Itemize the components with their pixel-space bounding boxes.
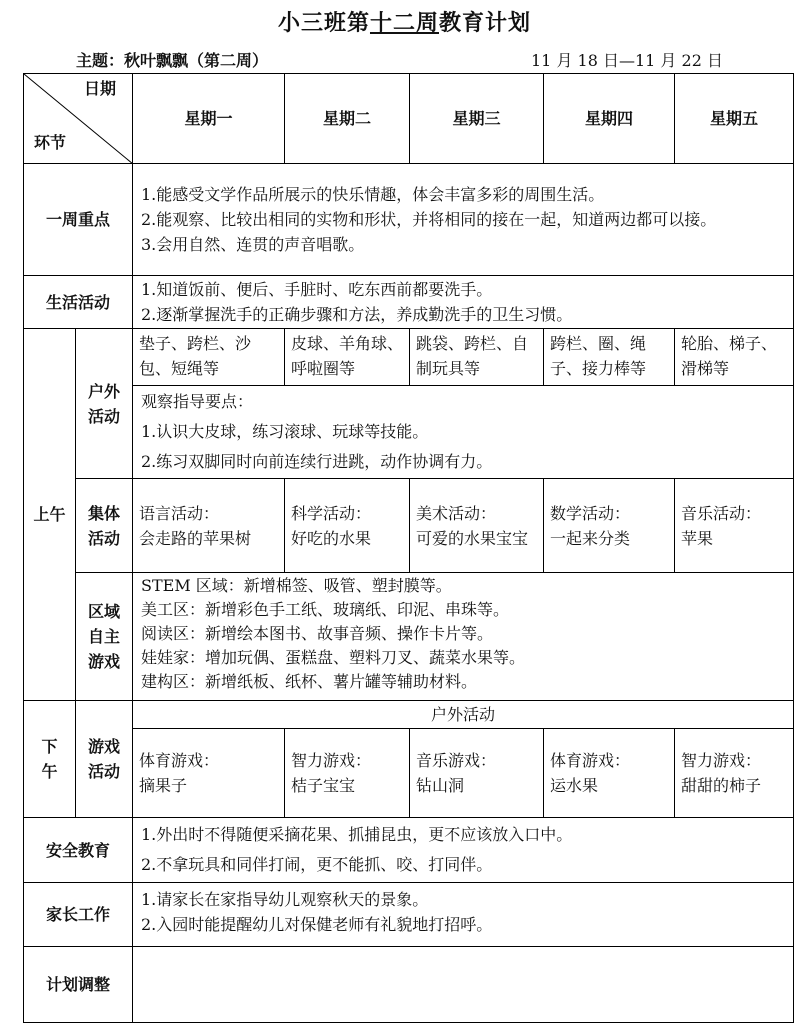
life-activity-content (133, 276, 794, 329)
corner-header-cell (24, 74, 133, 164)
group-activity-text: 集体活动 (87, 503, 120, 548)
outdoor-activity-label (76, 329, 133, 479)
weekly-focus-line: 3.会用自然、连贯的声音唱歌。 (141, 235, 365, 254)
outdoor-guide-line: 1.认识大皮球，练习滚球、玩球等技能。 (141, 422, 429, 441)
group-item-tue (285, 479, 410, 573)
weekly-focus-content (133, 164, 794, 276)
group-subject: 数学活动： (550, 503, 631, 523)
game-activity-label (76, 701, 133, 818)
outdoor-guide-content (133, 386, 794, 479)
game-name: 甜甜的柿子 (681, 776, 762, 795)
afternoon-label (24, 701, 76, 818)
group-activity-label (76, 479, 133, 573)
life-activity-line: 1.知道饭前、便后、手脏时、吃东西前都要洗手。 (141, 280, 493, 299)
group-item-thu (544, 479, 675, 573)
group-item-mon (133, 479, 285, 573)
plan-adjust-content (133, 947, 794, 1023)
title-prefix: 小三班第 (277, 10, 370, 36)
afternoon-banner: 户外活动 (133, 701, 794, 729)
day-header-fri: 星期五 (675, 74, 794, 164)
area-game-line: 建构区：新增纸板、纸杯、薯片罐等辅助材料。 (141, 672, 478, 691)
title-suffix: 教育计划 (439, 10, 532, 36)
group-subject: 音乐活动： (681, 503, 762, 523)
game-type: 体育游戏： (550, 751, 631, 770)
safety-line: 2.不拿玩具和同伴打闹，更不能抓、咬、打同伴。 (141, 855, 493, 874)
day-header-tue: 星期二 (285, 74, 410, 164)
weekly-focus-label: 一周重点 (24, 164, 133, 276)
parents-work-content (133, 883, 794, 947)
game-item-thu (544, 729, 675, 818)
date-range: 11 月 18 日—11 月 22 日 (531, 51, 723, 70)
safety-line: 1.外出时不得随便采摘花果、抓捕昆虫，更不应该放入口中。 (141, 825, 573, 844)
outdoor-item-fri: 轮胎、梯子、滑梯等 (675, 329, 794, 386)
game-name: 钻山洞 (416, 776, 465, 795)
segment-header: 环节 (34, 133, 67, 152)
game-type: 智力游戏： (681, 751, 762, 770)
life-activity-label: 生活活动 (24, 276, 133, 329)
area-game-line: 美工区：新增彩色手工纸、玻璃纸、印泥、串珠等。 (141, 600, 510, 619)
game-item-tue (285, 729, 410, 818)
day-header-wed: 星期三 (410, 74, 544, 164)
plan-adjust-label: 计划调整 (24, 947, 133, 1023)
area-game-label (76, 573, 133, 701)
group-item-fri (675, 479, 794, 573)
game-type: 体育游戏： (139, 751, 220, 770)
group-name: 苹果 (681, 528, 714, 548)
group-name: 一起来分类 (550, 528, 631, 548)
area-game-text: 区域自主游戏 (87, 602, 120, 671)
area-game-line: 娃娃家：增加玩偶、蛋糕盘、塑料刀叉、蔬菜水果等。 (141, 648, 526, 667)
game-name: 桔子宝宝 (291, 776, 356, 795)
outdoor-activity-text: 户外活动 (87, 381, 120, 426)
day-header-mon: 星期一 (133, 74, 285, 164)
outdoor-item-wed: 跳袋、跨栏、自制玩具等 (410, 329, 544, 386)
plan-table (23, 73, 794, 1023)
parents-work-line: 2.入园时能提醒幼儿对保健老师有礼貌地打招呼。 (141, 915, 493, 934)
game-activity-text: 游戏活动 (87, 737, 120, 781)
outdoor-guide-line: 观察指导要点： (141, 392, 254, 411)
page-title (0, 6, 809, 37)
game-item-mon (133, 729, 285, 818)
area-game-line: 阅读区：新增绘本图书、故事音频、操作卡片等。 (141, 624, 494, 643)
outdoor-item-thu: 跨栏、圈、绳子、接力棒等 (544, 329, 675, 386)
life-activity-line: 2.逐渐掌握洗手的正确步骤和方法，养成勤洗手的卫生习惯。 (141, 305, 573, 324)
game-name: 摘果子 (139, 776, 188, 795)
game-name: 运水果 (550, 776, 599, 795)
parents-work-line: 1.请家长在家指导幼儿观察秋天的景象。 (141, 890, 429, 909)
weekly-focus-line: 2.能观察、比较出相同的实物和形状，并将相同的接在一起，知道两边都可以接。 (141, 210, 717, 229)
safety-label: 安全教育 (24, 818, 133, 883)
group-name: 可爱的水果宝宝 (416, 528, 529, 548)
group-item-wed (410, 479, 544, 573)
game-type: 智力游戏： (291, 751, 372, 770)
parents-work-label: 家长工作 (24, 883, 133, 947)
game-item-fri (675, 729, 794, 818)
afternoon-text: 下午 (41, 737, 58, 781)
group-name: 会走路的苹果树 (139, 528, 252, 548)
outdoor-item-mon: 垫子、跨栏、沙包、短绳等 (133, 329, 285, 386)
group-name: 好吃的水果 (291, 528, 372, 548)
group-subject: 语言活动： (139, 503, 220, 523)
morning-label: 上午 (24, 329, 76, 701)
outdoor-item-tue: 皮球、羊角球、呼啦圈等 (285, 329, 410, 386)
area-game-line: STEM 区域：新增棉签、吸管、塑封膜等。 (141, 576, 452, 595)
day-header-thu: 星期四 (544, 74, 675, 164)
theme-label: 主题：秋叶飘飘（第二周） (76, 51, 269, 70)
weekly-focus-line: 1.能感受文学作品所展示的快乐情趣，体会丰富多彩的周围生活。 (141, 185, 605, 204)
title-week: 十二周 (369, 10, 439, 36)
safety-content (133, 818, 794, 883)
area-game-content (133, 573, 794, 701)
game-item-wed (410, 729, 544, 818)
date-header: 日期 (83, 79, 116, 98)
outdoor-guide-line: 2.练习双脚同时向前连续行进跳，动作协调有力。 (141, 452, 493, 471)
group-subject: 美术活动： (416, 503, 497, 523)
group-subject: 科学活动： (291, 503, 372, 523)
game-type: 音乐游戏： (416, 751, 497, 770)
